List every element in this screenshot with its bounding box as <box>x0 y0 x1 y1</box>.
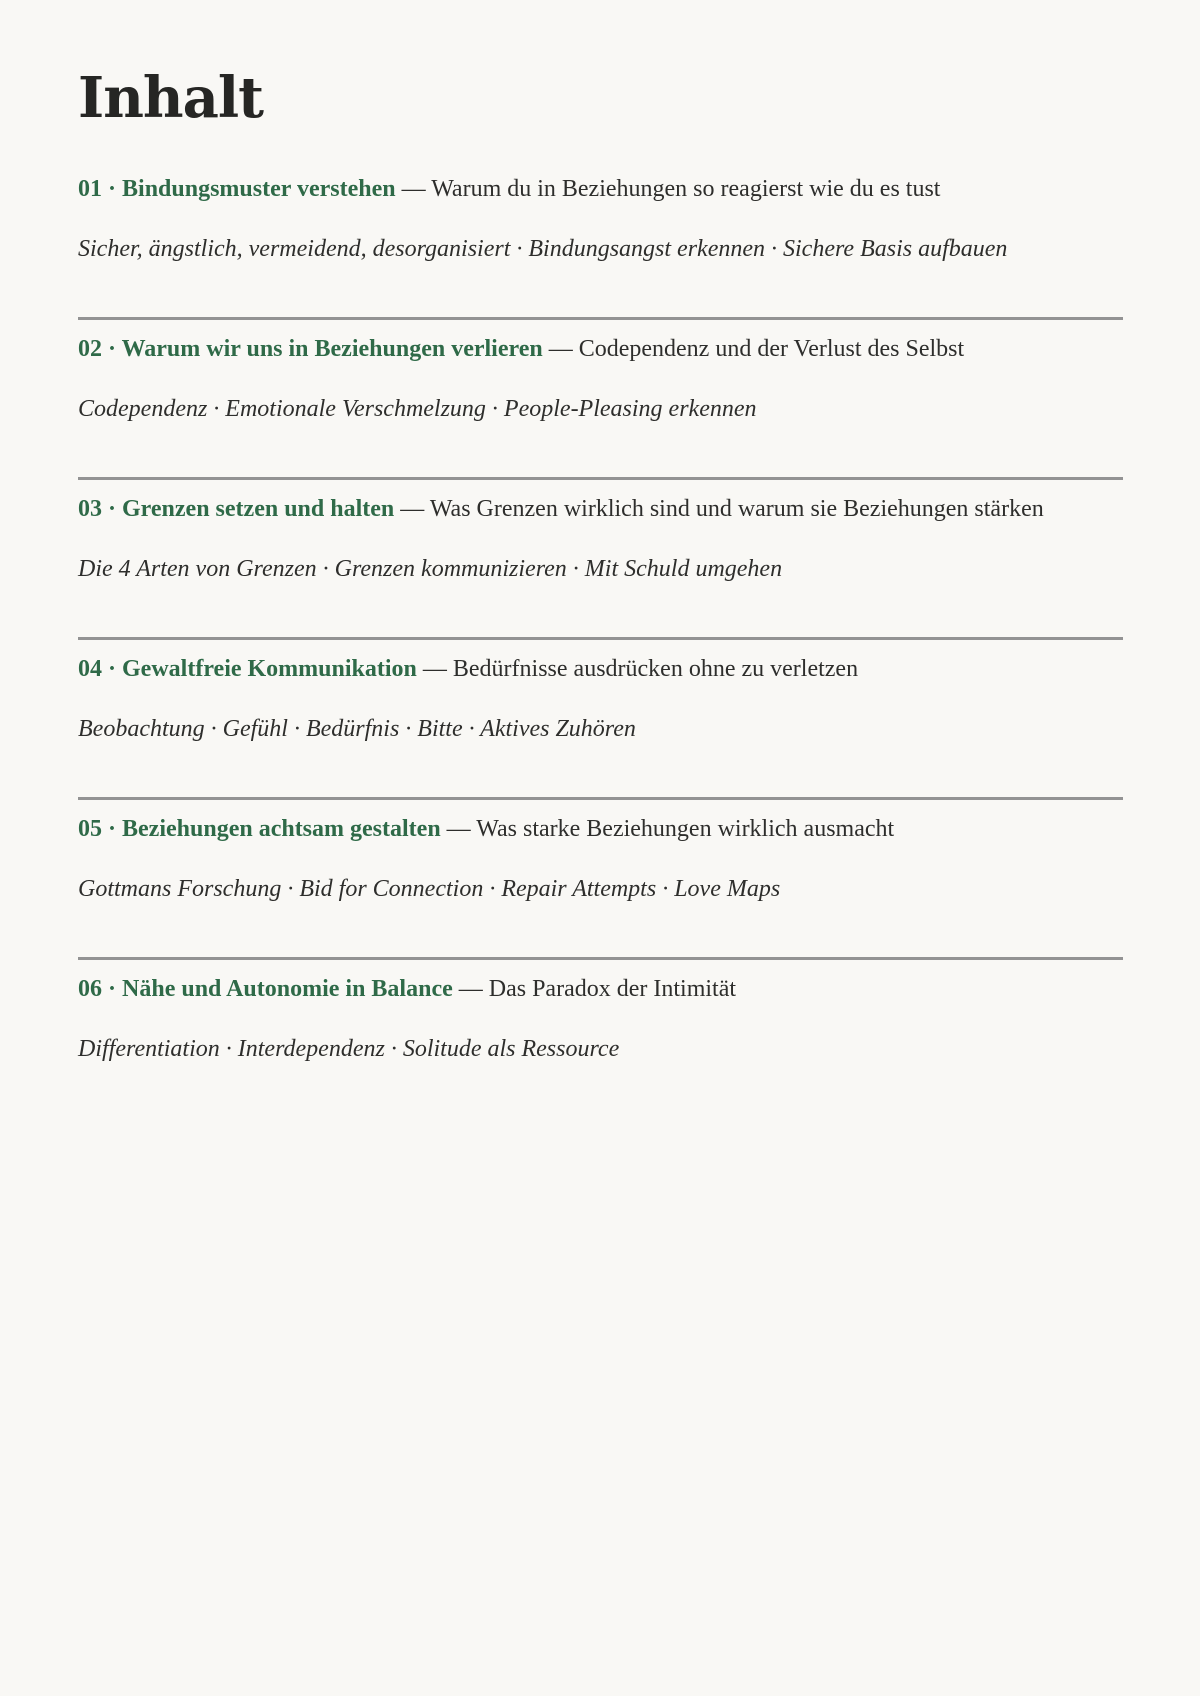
entry-dash: — <box>440 816 477 842</box>
entry-separator: · <box>102 496 123 522</box>
entry-topics: Die 4 Arten von Grenzen · Grenzen kommunizieren · Mit Schuld umgehen <box>78 556 783 582</box>
entry-heading <box>78 654 858 684</box>
entry-separator: · <box>102 976 123 1002</box>
entry-heading <box>78 334 964 364</box>
toc-entry-03[interactable] <box>78 480 1123 640</box>
entry-dash: — <box>395 176 432 202</box>
page-title: Inhalt <box>78 65 264 131</box>
entry-separator: · <box>102 816 123 842</box>
entry-number: 05 <box>78 816 102 842</box>
entry-heading <box>78 494 1044 524</box>
entry-dash: — <box>416 656 453 682</box>
entry-title: Nähe und Autonomie in Balance <box>122 976 453 1002</box>
entry-description: Was starke Beziehungen wirklich ausmacht <box>476 816 895 842</box>
entry-separator: · <box>102 336 122 362</box>
entry-topics: Codependenz · Emotionale Verschmelzung · People-Pleasing erkennen <box>78 396 757 422</box>
toc-entry-02[interactable] <box>78 320 1123 480</box>
entry-title: Beziehungen achtsam gestalten <box>122 816 441 842</box>
entry-topics: Sicher, ängstlich, vermeidend, desorganisiert · Bindungsangst erkennen · Sichere Basis aufbauen <box>78 236 1008 262</box>
entry-topics: Beobachtung · Gefühl · Bedürfnis · Bitte · Aktives Zuhören <box>78 716 636 742</box>
entry-number: 06 <box>78 976 102 1002</box>
entry-description: Warum du in Beziehungen so reagierst wie du es tust <box>431 176 941 202</box>
entry-topics: Differentiation · Interdependenz · Solitude als Ressource <box>78 1036 620 1062</box>
entry-number: 01 <box>78 176 102 202</box>
table-of-contents <box>78 160 1123 1120</box>
entry-description: Bedürfnisse ausdrücken ohne zu verletzen <box>452 656 859 682</box>
toc-entry-06[interactable] <box>78 960 1123 1120</box>
entry-dash: — <box>542 336 579 362</box>
entry-title: Gewaltfreie Kommunikation <box>122 656 417 682</box>
toc-entry-05[interactable] <box>78 800 1123 960</box>
entry-dash: — <box>452 976 489 1002</box>
entry-description: Was Grenzen wirklich sind und warum sie Beziehungen stärken <box>429 496 1044 522</box>
toc-entry-01[interactable] <box>78 160 1123 320</box>
entry-dash: — <box>394 496 430 522</box>
toc-entry-04[interactable] <box>78 640 1123 800</box>
entry-title: Bindungsmuster verstehen <box>122 176 396 202</box>
entry-number: 04 <box>78 656 102 682</box>
entry-description: Das Paradox der Intimität <box>488 976 737 1002</box>
entry-heading <box>78 174 940 204</box>
entry-title: Warum wir uns in Beziehungen verlieren <box>121 336 543 362</box>
entry-separator: · <box>102 176 123 202</box>
entry-description: Codependenz und der Verlust des Selbst <box>578 336 965 362</box>
entry-topics: Gottmans Forschung · Bid for Connection · Repair Attempts · Love Maps <box>78 876 781 902</box>
entry-title: Grenzen setzen und halten <box>122 496 395 522</box>
entry-number: 03 <box>78 496 102 522</box>
entry-heading <box>78 974 736 1004</box>
entry-separator: · <box>102 656 123 682</box>
entry-number: 02 <box>78 336 102 362</box>
entry-heading <box>78 814 894 844</box>
